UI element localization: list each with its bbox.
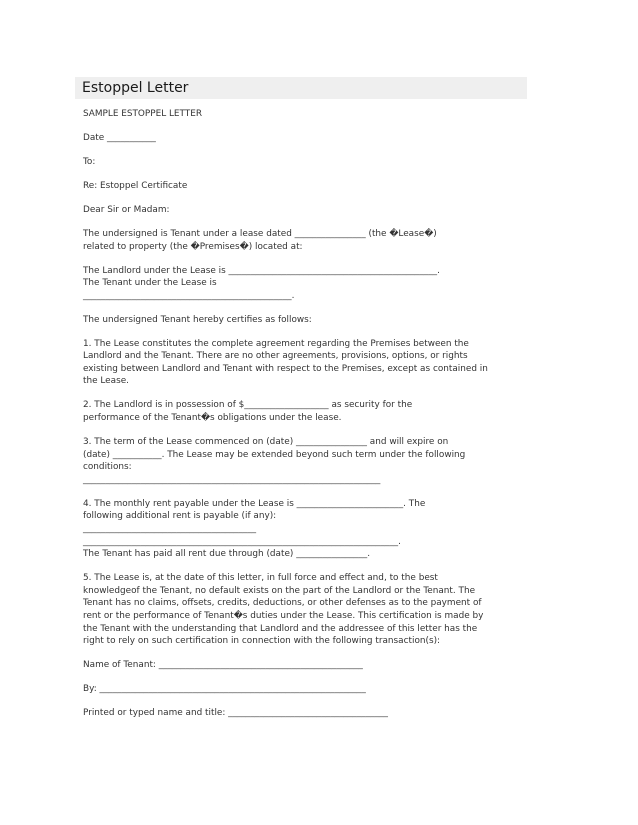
item1-line: the Lease. (83, 376, 129, 387)
intro-line: The undersigned is Tenant under a lease dated ________________ (the �Lease�) (83, 228, 437, 239)
item3-line: 3. The term of the Lease commenced on (date) ________________ and will expire on (83, 437, 449, 447)
intro-line: related to property (the �Premises�) located at: (83, 241, 303, 252)
letter-heading: SAMPLE ESTOPPEL LETTER (83, 109, 202, 119)
item4-line: _______________________________________________________________________. (83, 536, 401, 547)
page-title: Estoppel Letter (82, 80, 189, 96)
by-line: By: ____________________________________________________________ (83, 684, 366, 695)
item5-line: knowledgeof the Tenant, no default exists on the part of the Landlord or the Tenant. The (83, 585, 476, 596)
item3-line: ___________________________________________________________________ (83, 474, 381, 485)
item1-line: Landlord and the Tenant. There are no other agreements, provisions, options, or rights (83, 351, 468, 362)
date-line: Date ___________ (83, 132, 156, 143)
item5-line: 5. The Lease is, at the date of this letter, in full force and effect and, to the best (83, 573, 438, 584)
item3-line: conditions: (83, 462, 132, 473)
item4-line: 4. The monthly rent payable under the Lease is ________________________. The (83, 498, 426, 509)
parties-line: The Landlord under the Lease is _______________________________________________. (83, 265, 440, 276)
item4-line: following additional rent is payable (if any): (83, 511, 277, 522)
re-line: Re: Estoppel Certificate (83, 180, 188, 191)
item1-line: 1. The Lease constitutes the complete agreement regarding the Premises between the (83, 338, 469, 349)
item5-line: rent or the performance of Tenant�s duties under the Lease. This certification is made by (83, 610, 484, 621)
item5-line: right to rely on such certification in connection with the following transaction(s): (83, 636, 441, 647)
item4-line: _______________________________________ (83, 523, 257, 534)
item2-line: 2. The Landlord is in possession of $___________________ as security for the (83, 400, 413, 411)
item2-line: performance of the Tenant�s obligations under the lease. (83, 413, 342, 424)
item5-line: the Tenant with the understanding that Landlord and the addressee of this letter has the (83, 623, 478, 634)
printed-name-line: Printed or typed name and title: ____________________________________ (83, 708, 388, 719)
salutation: Dear Sir or Madam: (83, 204, 170, 215)
name-of-tenant-line: Name of Tenant: ______________________________________________ (83, 660, 363, 671)
item4-line: The Tenant has paid all rent due through (date) ________________. (83, 549, 371, 560)
letter-body (83, 108, 533, 720)
item3-line: (date) ___________. The Lease may be extended beyond such term under the following (83, 449, 466, 460)
title-bar (75, 77, 527, 99)
parties-line: The Tenant under the Lease is (83, 278, 217, 289)
item5-line: Tenant has no claims, offsets, credits, deductions, or other defenses as to the payment of (83, 598, 482, 609)
item1-line: existing between Landlord and Tenant with respect to the Premises, except as contained in (83, 363, 488, 374)
certifies-line: The undersigned Tenant hereby certifies as follows: (83, 314, 312, 325)
to-line: To: (83, 156, 96, 167)
parties-line: _______________________________________________. (83, 290, 295, 301)
